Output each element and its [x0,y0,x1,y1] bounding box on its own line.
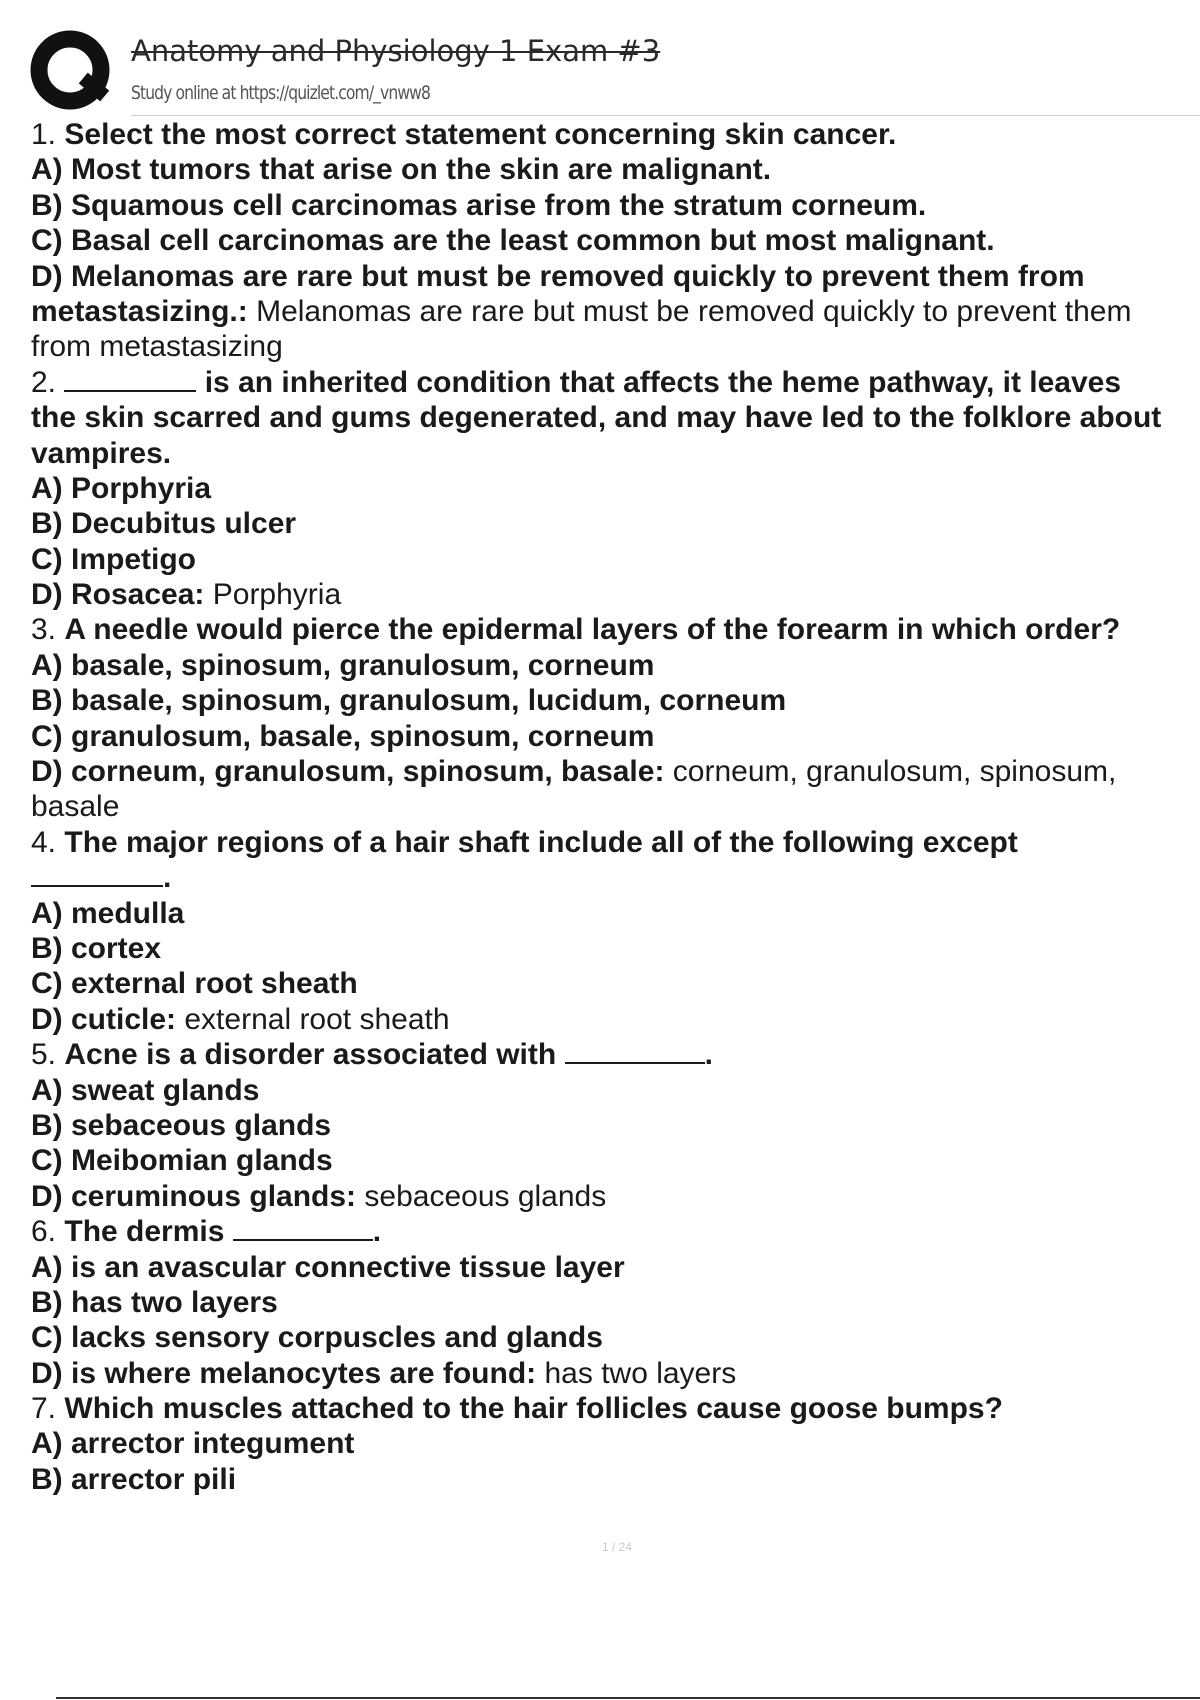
answer-text: external root sheath [184,1002,450,1036]
study-online-link[interactable]: Study online at https://quizlet.com/_vnww8 [131,82,431,104]
option: A) Most tumors that arise on the skin are malignant. [31,153,772,187]
question-number: 5. [31,1038,57,1072]
document-header [0,0,1200,120]
option: C) external root sheath [31,967,358,1001]
answer-text: has two layers [544,1356,737,1390]
option: A) basale, spinosum, granulosum, corneum [31,648,655,682]
fill-in-blank [31,861,163,887]
answer-text: corneum, granulosum, spinosum, [672,755,1117,789]
fill-in-blank [64,366,196,392]
answer-text: from metastasizing [31,330,283,364]
option: A) is an avascular connective tissue layer [31,1250,625,1284]
answer-text: sebaceous glands [364,1179,607,1213]
option: B) has two layers [31,1285,278,1319]
option: A) medulla [31,896,185,930]
footer-divider [56,1697,1200,1699]
question-3 [31,612,1200,824]
option-continuation: metastasizing.: [31,294,248,328]
question-stem: Acne is a disorder associated with [64,1038,557,1072]
question-number: 6. [31,1215,57,1249]
document-title: Anatomy and Physiology 1 Exam #3 [131,34,661,68]
quizlet-logo-icon [30,30,112,112]
question-stem: A needle would pierce the epidermal layers of the forearm in which order? [64,613,1121,647]
question-7 [31,1391,1200,1497]
question-1 [31,117,1200,365]
option: B) arrector pili [31,1462,237,1496]
option: D) Melanomas are rare but must be removed quickly to prevent them from [31,259,1085,293]
question-number: 7. [31,1392,57,1426]
question-stem: Select the most correct statement concerning skin cancer. [64,118,897,151]
option: C) Impetigo [31,542,196,576]
option: C) Meibomian glands [31,1144,333,1178]
question-number: 3. [31,613,57,647]
option: D) Rosacea: [31,578,205,612]
question-stem: The dermis [64,1215,225,1249]
option: C) granulosum, basale, spinosum, corneum [31,719,655,753]
option: A) sweat glands [31,1073,260,1107]
option: D) is where melanocytes are found: [31,1356,537,1390]
question-number: 1. [31,118,57,151]
answer-text: Melanomas are rare but must be removed quickly to prevent them [256,294,1132,328]
question-stem: vampires. [31,436,172,470]
option: A) arrector integument [31,1427,355,1461]
option: B) cortex [31,931,162,965]
header-divider [131,115,1200,116]
question-stem: Which muscles attached to the hair follicles cause goose bumps? [64,1392,1003,1426]
question-list [31,117,1200,1497]
question-4: 4. The major regions of a hair shaft include all of the following except . A) medulla B) cortex C) external root sheath D) cuticle: external root sheath [31,825,1200,1037]
question-stem: The major regions of a hair shaft include all of the following except [64,825,1018,859]
page-number: 1 / 24 [601,1540,633,1554]
option: B) Decubitus ulcer [31,507,297,541]
question-2 [31,365,1200,613]
answer-text: Porphyria [212,578,342,612]
option: C) Basal cell carcinomas are the least common but most malignant. [31,224,995,258]
question-5: 5. Acne is a disorder associated with . A) sweat glands B) sebaceous glands C) Meibomian glands D) ceruminous glands: sebaceous glands [31,1037,1200,1214]
question-number: 4. [31,825,57,859]
question-stem: the skin scarred and gums degenerated, and may have led to the folklore about [31,401,1162,435]
answer-text: basale [31,790,120,824]
question-number: 2. [31,365,57,399]
option: A) Porphyria [31,471,212,505]
option: B) basale, spinosum, granulosum, lucidum, corneum [31,684,787,718]
option: B) Squamous cell carcinomas arise from the stratum corneum. [31,188,927,222]
option: D) cuticle: [31,1002,177,1036]
option: B) sebaceous glands [31,1108,332,1142]
question-stem: is an inherited condition that affects the heme pathway, it leaves [204,365,1122,399]
option: D) corneum, granulosum, spinosum, basale: [31,755,665,789]
option: D) ceruminous glands: [31,1179,357,1213]
question-6: 6. The dermis . A) is an avascular connective tissue layer B) has two layers C) lacks sensory corpuscles and glands D) is where melanocytes are found: has two layers [31,1214,1200,1391]
fill-in-blank [233,1215,373,1241]
fill-in-blank [565,1038,705,1064]
option: C) lacks sensory corpuscles and glands [31,1321,603,1355]
